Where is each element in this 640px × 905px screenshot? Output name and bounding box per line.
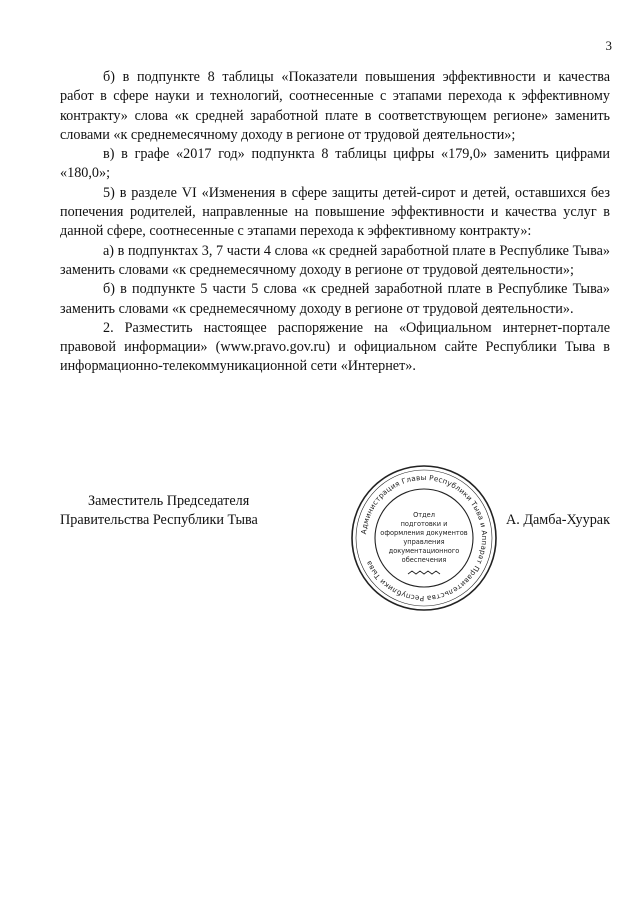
signatory-title-line: Заместитель Председателя <box>88 493 250 509</box>
paragraph: б) в подпункте 5 части 5 слова «к средней заработной плате в Республике Тыва» заменить словами «к среднемесячному доходу в регионе от трудовой деятельности». <box>60 281 610 317</box>
seal-ornament <box>408 571 440 574</box>
paragraph: а) в подпунктах 3, 7 части 4 слова «к средней заработной плате в Республике Тыва» заменить словами «к среднемесячному доходу в регионе от трудовой деятельности»; <box>60 242 610 278</box>
document-body <box>60 68 610 377</box>
signatory-name: А. Дамба-Хуурак <box>505 512 610 528</box>
seal-center-line: управления <box>403 538 445 546</box>
page-number: 3 <box>605 38 612 53</box>
paragraph: 5) в разделе VI «Изменения в сфере защиты детей-сирот и детей, оставшихся без попечения родителей, направленные на повышение эффективности и качества услуг в данной сфере, соотнесенные с этапами перехода к эффективному контракту»: <box>60 184 610 240</box>
official-seal <box>348 462 500 614</box>
signatory-title-line: Правительства Республики Тыва <box>60 512 258 529</box>
seal-ring-text: Администрация Главы Республики Тыва и Аппарат Правительства Республики Тыва <box>359 472 490 604</box>
seal-center-line: обеспечения <box>401 556 447 564</box>
paragraph: 2. Разместить настоящее распоряжение на «Официальном интернет-портале правовой информации» (www.pravo.gov.ru) и официальном сайте Республики Тыва в информационно-телекоммуникационной сети «Интернет». <box>60 319 610 375</box>
seal-graphic <box>348 462 500 614</box>
signature-block <box>60 472 610 612</box>
seal-center-line: документационного <box>388 547 460 555</box>
seal-center-line: подготовки и <box>400 520 448 528</box>
seal-center-line: оформления документов <box>380 529 468 537</box>
seal-center-line: Отдел <box>413 511 435 519</box>
paragraph: в) в графе «2017 год» подпункта 8 таблицы цифры «179,0» заменить цифрами «180,0»; <box>60 146 610 182</box>
paragraph: б) в подпункте 8 таблицы «Показатели повышения эффективности и качества работ в сфере науки и технологий, соотнесенные с этапами перехода к эффективному контракту» слова «к средней заработной плате в соответствующем регионе» заменить словами «к среднемесячному доходу в регионе от трудовой деятельности»; <box>60 69 610 143</box>
signatory-title <box>60 492 320 531</box>
